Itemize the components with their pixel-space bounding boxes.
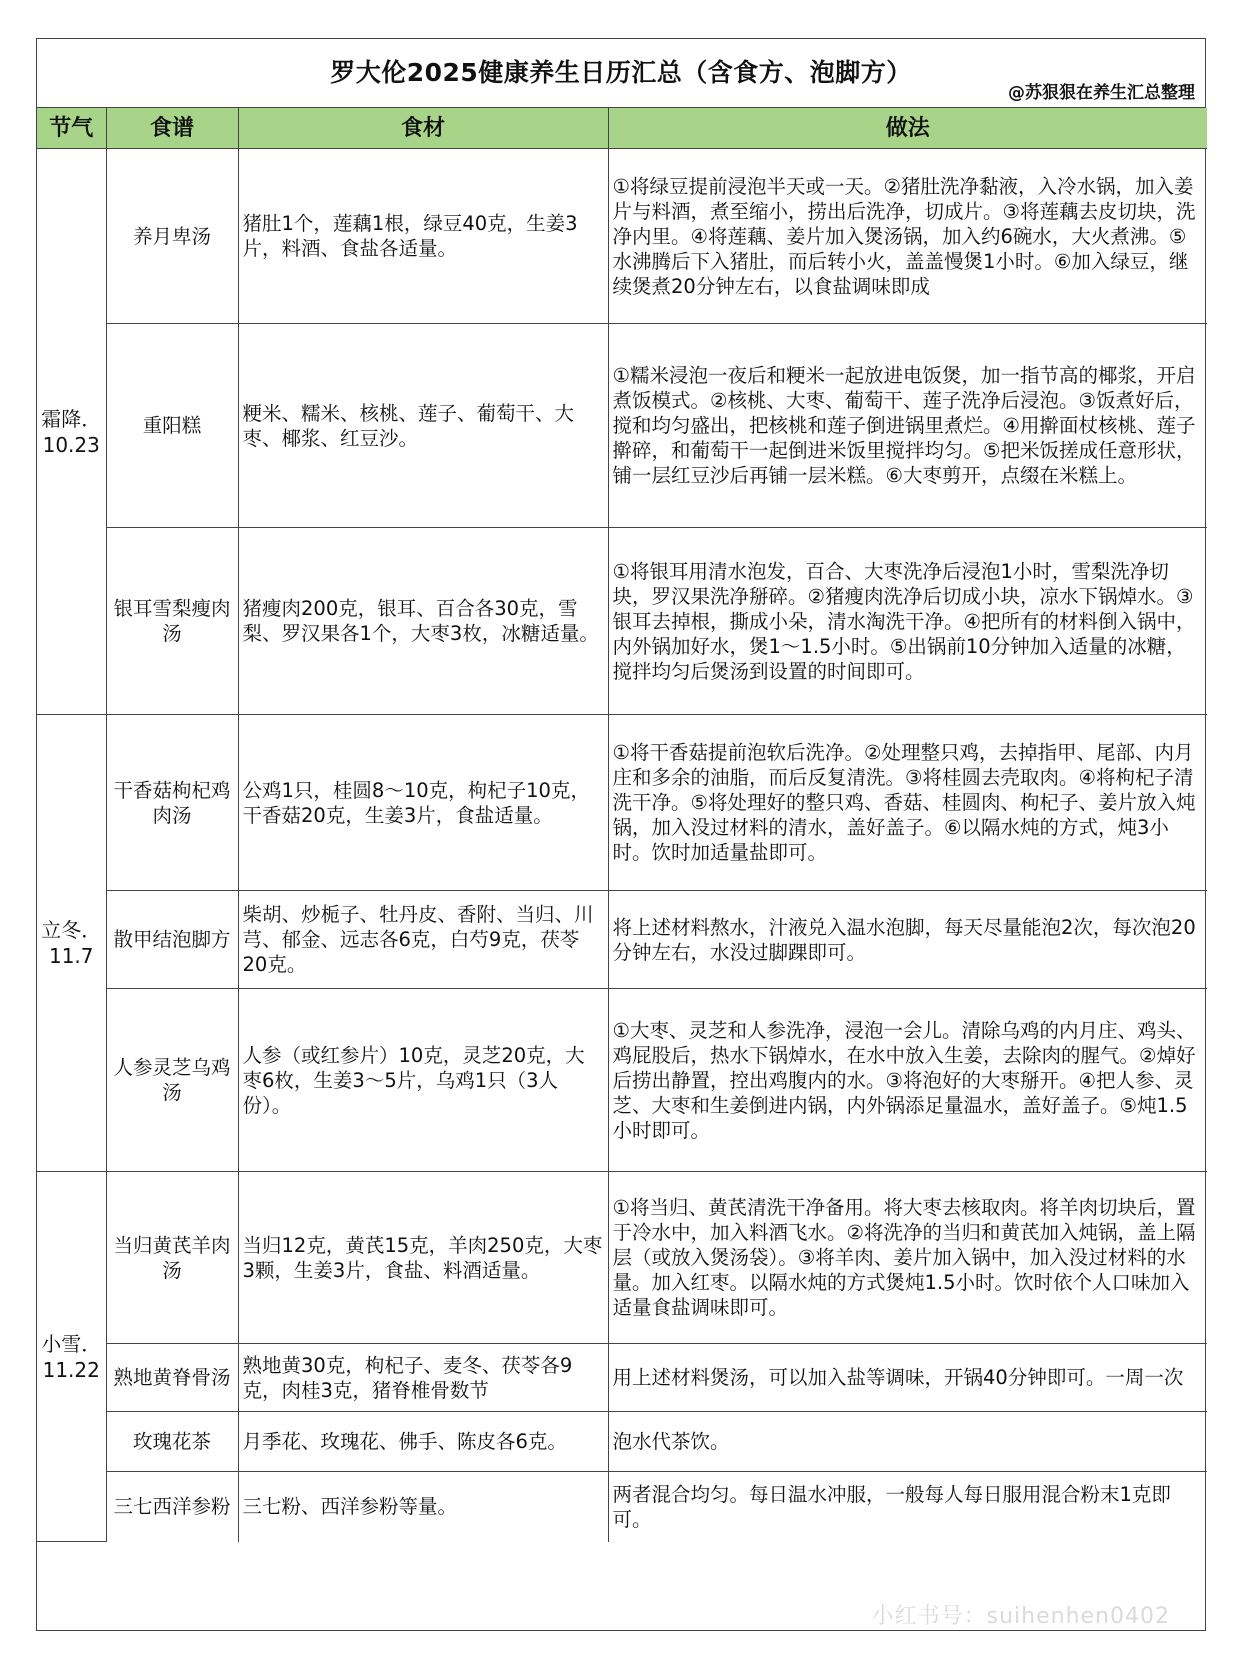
recipe-name: 人参灵芝乌鸡汤	[106, 989, 238, 1172]
ingredients-cell: 公鸡1只，桂圆8～10克，枸杞子10克，干香菇20克，生姜3片，食盐适量。	[238, 715, 608, 891]
column-header-method: 做法	[608, 108, 1207, 149]
method-cell: 将上述材料熬水，汁液兑入温水泡脚，每天尽量能泡2次，每次泡20分钟左右，水没过脚踝即可。	[608, 891, 1207, 989]
table-row	[37, 715, 1207, 891]
method-cell: 泡水代茶饮。	[608, 1412, 1207, 1472]
column-header-recipe: 食谱	[106, 108, 238, 149]
recipe-name: 养月卑汤	[106, 149, 238, 324]
ingredients-cell: 月季花、玫瑰花、佛手、陈皮各6克。	[238, 1412, 608, 1472]
recipe-name: 三七西洋参粉	[106, 1472, 238, 1542]
method-cell: 两者混合均匀。每日温水冲服，一般每人每日服用混合粉末1克即可。	[608, 1472, 1207, 1542]
ingredients-cell: 当归12克，黄芪15克，羊肉250克，大枣3颗，生姜3片，食盐、料酒适量。	[238, 1172, 608, 1344]
title-bar	[37, 39, 1205, 108]
table-row	[37, 989, 1207, 1172]
recipe-name: 散甲结泡脚方	[106, 891, 238, 989]
table-row	[37, 1172, 1207, 1344]
table-row	[37, 324, 1207, 528]
table-row	[37, 891, 1207, 989]
method-cell: ①将干香菇提前泡软后洗净。②处理整只鸡，去掉指甲、尾部、内月庄和多余的油脂，而后反复清洗。③将桂圆去壳取肉。④将枸杞子清洗干净。⑤将处理好的整只鸡、香菇、桂圆肉、枸杞子、姜片放入炖锅，加入没过材料的清水，盖好盖子。⑥以隔水炖的方式，炖3小时。饮时加适量盐即可。	[608, 715, 1207, 891]
column-header-term: 节气	[37, 108, 106, 149]
recipe-table	[37, 108, 1207, 1542]
solar-term-cell: 立冬．11.7	[37, 715, 106, 1172]
method-cell: ①将当归、黄芪清洗干净备用。将大枣去核取肉。将羊肉切块后，置于冷水中，加入料酒飞水。②将洗净的当归和黄芪加入炖锅，盖上隔层（或放入煲汤袋）。③将羊肉、姜片加入锅中，加入没过材料的水量。加入红枣。以隔水炖的方式煲炖1.5小时。饮时依个人口味加入适量食盐调味即可。	[608, 1172, 1207, 1344]
table-row	[37, 1472, 1207, 1542]
method-cell: 用上述材料煲汤，可以加入盐等调味，开锅40分钟即可。一周一次	[608, 1344, 1207, 1412]
calendar-sheet	[36, 38, 1206, 1631]
method-cell: ①大枣、灵芝和人参洗净，浸泡一会儿。清除乌鸡的内月庄、鸡头、鸡屁股后，热水下锅焯水，在水中放入生姜，去除肉的腥气。②焯好后捞出静置，控出鸡腹内的水。③将泡好的大枣掰开。④把人参、灵芝、大枣和生姜倒进内锅，内外锅添足量温水，盖好盖子。⑤炖1.5小时即可。	[608, 989, 1207, 1172]
author-credit: @苏狠狠在养生汇总整理	[1008, 83, 1195, 103]
ingredients-cell: 猪肚1个，莲藕1根，绿豆40克，生姜3片，料酒、食盐各适量。	[238, 149, 608, 324]
recipe-name: 熟地黄脊骨汤	[106, 1344, 238, 1412]
ingredients-cell: 三七粉、西洋参粉等量。	[238, 1472, 608, 1542]
recipe-name: 玫瑰花茶	[106, 1412, 238, 1472]
watermark: 小红书号：suihenhen0402	[871, 1604, 1170, 1629]
table-header-row	[37, 108, 1207, 149]
ingredients-cell: 柴胡、炒栀子、牡丹皮、香附、当归、川芎、郁金、远志各6克，白芍9克，茯苓20克。	[238, 891, 608, 989]
recipe-name: 重阳糕	[106, 324, 238, 528]
ingredients-cell: 粳米、糯米、核桃、莲子、葡萄干、大枣、椰浆、红豆沙。	[238, 324, 608, 528]
ingredients-cell: 人参（或红参片）10克，灵芝20克，大枣6枚，生姜3～5片，乌鸡1只（3人份）。	[238, 989, 608, 1172]
table-row	[37, 1412, 1207, 1472]
ingredients-cell: 猪瘦肉200克，银耳、百合各30克，雪梨、罗汉果各1个，大枣3枚，冰糖适量。	[238, 528, 608, 715]
solar-term-cell: 霜降．10.23	[37, 149, 106, 715]
ingredients-cell: 熟地黄30克，枸杞子、麦冬、茯苓各9克，肉桂3克，猪脊椎骨数节	[238, 1344, 608, 1412]
solar-term-cell: 小雪．11.22	[37, 1172, 106, 1542]
column-header-ingredients: 食材	[238, 108, 608, 149]
table-row	[37, 1344, 1207, 1412]
table-row	[37, 149, 1207, 324]
recipe-name: 当归黄芪羊肉汤	[106, 1172, 238, 1344]
table-row	[37, 528, 1207, 715]
page-title: 罗大伦2025健康养生日历汇总（含食方、泡脚方）	[330, 58, 912, 87]
recipe-name: 干香菇枸杞鸡肉汤	[106, 715, 238, 891]
recipe-name: 银耳雪梨瘦肉汤	[106, 528, 238, 715]
method-cell: ①将银耳用清水泡发，百合、大枣洗净后浸泡1小时，雪梨洗净切块，罗汉果洗净掰碎。②猪瘦肉洗净后切成小块，凉水下锅焯水。③银耳去掉根，撕成小朵，清水淘洗干净。④把所有的材料倒入锅中，内外锅加好水，煲1～1.5小时。⑤出锅前10分钟加入适量的冰糖，搅拌均匀后煲汤到设置的时间即可。	[608, 528, 1207, 715]
method-cell: ①将绿豆提前浸泡半天或一天。②猪肚洗净黏液，入冷水锅，加入姜片与料酒，煮至缩小，捞出后洗净，切成片。③将莲藕去皮切块，洗净内里。④将莲藕、姜片加入煲汤锅，加入约6碗水，大火煮沸。⑤水沸腾后下入猪肚，而后转小火，盖盖慢煲1小时。⑥加入绿豆，继续煲煮20分钟左右，以食盐调味即成	[608, 149, 1207, 324]
method-cell: ①糯米浸泡一夜后和粳米一起放进电饭煲，加一指节高的椰浆，开启煮饭模式。②核桃、大枣、葡萄干、莲子洗净后浸泡。③饭煮好后，搅和均匀盛出，把核桃和莲子倒进锅里煮烂。④用擀面杖核桃、莲子擀碎，和葡萄干一起倒进米饭里搅拌均匀。⑤把米饭搓成任意形状，铺一层红豆沙后再铺一层米糕。⑥大枣剪开，点缀在米糕上。	[608, 324, 1207, 528]
